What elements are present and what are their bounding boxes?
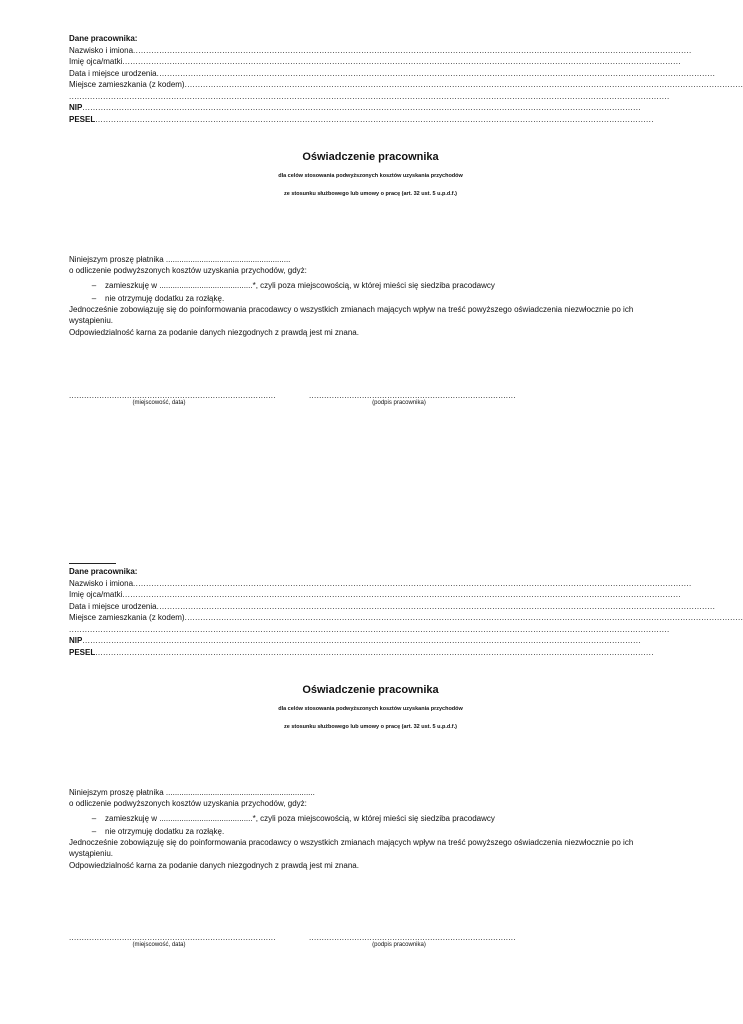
field-nip: NIP ..................................................................................................................................................................................................................... bbox=[69, 103, 641, 112]
place-date-caption: (miejscowość, data) bbox=[132, 942, 186, 948]
request-line: Niniejszym proszę płatnika ................................................................... bbox=[69, 788, 315, 797]
statement-body bbox=[69, 787, 672, 871]
dash-icon: – bbox=[91, 813, 97, 823]
deduction-line: o odliczenie podwyższonych kosztów uzyskania przychodów, gdyż: bbox=[69, 266, 307, 276]
employee-data-section bbox=[69, 566, 743, 658]
statement-subtitle-2: ze stosunku służbowego lub umowy o pracę (art. 32 ust. 5 u.p.d.f.) bbox=[284, 191, 457, 197]
field-name: Nazwisko i imiona ..................................................................................................................................................................................................................... bbox=[69, 578, 692, 588]
signature-caption: (podpis pracownika) bbox=[372, 942, 426, 948]
obligation-paragraph: Jednocześnie zobowiązuję się do poinformowania pracodawcy o wszystkich zmianach mających wpływ na treść powyższego oświadczenia niezwłocznie po ich wystąpieniu. bbox=[69, 305, 634, 326]
field-pesel: PESEL ..................................................................................................................................................................................................................... bbox=[69, 114, 654, 124]
statement-form-2 bbox=[69, 566, 743, 948]
place-date-signature-field: .................................................................................. (miejscowość, data) bbox=[69, 391, 276, 406]
statement-subtitle-1: dla celów stosowania podwyższonych kosztów uzyskania przychodów bbox=[278, 706, 463, 712]
deduction-line: o odliczenie podwyższonych kosztów uzyskania przychodów, gdyż: bbox=[69, 799, 307, 809]
statement-title: Oświadczenie pracownika bbox=[302, 151, 439, 163]
field-pesel: PESEL ..................................................................................................................................................................................................................... bbox=[69, 647, 654, 657]
field-birth: Data i miejsce urodzenia ..................................................................................................................................................................................................................... bbox=[69, 68, 716, 78]
field-address-continued: ..................................................................................................................................................................................................................................... bbox=[69, 91, 670, 101]
obligation-paragraph: Jednocześnie zobowiązuję się do poinformowania pracodawcy o wszystkich zmianach mających wpływ na treść powyższego oświadczenia niezwłocznie po ich wystąpieniu. bbox=[69, 838, 634, 859]
place-date-signature-field: .................................................................................. (miejscowość, data) bbox=[69, 933, 276, 948]
statement-form-1 bbox=[69, 33, 743, 406]
liability-paragraph: Odpowiedzialność karna za podanie danych niezgodnych z prawdą jest mi znana. bbox=[69, 860, 359, 870]
employee-data-header: Dane pracownika: bbox=[69, 567, 138, 576]
list-item: – zamieszkuję w ..........................................*, czyli poza miejscowością, w której mieści się siedziba pracodawcy bbox=[69, 813, 672, 824]
field-name: Nazwisko i imiona ..................................................................................................................................................................................................................... bbox=[69, 45, 692, 55]
employee-signature-field: .................................................................................. (podpis pracownika) bbox=[309, 391, 516, 406]
dash-icon: – bbox=[91, 293, 97, 303]
dash-icon: – bbox=[91, 826, 97, 836]
liability-paragraph: Odpowiedzialność karna za podanie danych niezgodnych z prawdą jest mi znana. bbox=[69, 327, 359, 337]
field-address: Miejsce zamieszkania (z kodem) ..................................................................................................................................................................................................................... bbox=[69, 80, 743, 89]
request-line: Niniejszym proszę płatnika ........................................................ bbox=[69, 255, 291, 264]
field-address-continued: ..................................................................................................................................................................................................................................... bbox=[69, 624, 670, 634]
separator-line bbox=[69, 563, 116, 564]
list-item: – nie otrzymuję dodatku za rozłąkę. bbox=[69, 293, 672, 304]
dash-icon: – bbox=[91, 280, 97, 290]
statement-subtitle-2: ze stosunku służbowego lub umowy o pracę (art. 32 ust. 5 u.p.d.f.) bbox=[284, 724, 457, 730]
employee-signature-field: .................................................................................. (podpis pracownika) bbox=[309, 933, 516, 948]
employee-data-header: Dane pracownika: bbox=[69, 34, 138, 43]
statement-title: Oświadczenie pracownika bbox=[302, 684, 439, 696]
field-parent-name: Imię ojca/matki ..................................................................................................................................................................................................................... bbox=[69, 57, 681, 66]
field-birth: Data i miejsce urodzenia ..................................................................................................................................................................................................................... bbox=[69, 601, 716, 611]
field-parent-name: Imię ojca/matki ..................................................................................................................................................................................................................... bbox=[69, 590, 681, 599]
signature-caption: (podpis pracownika) bbox=[372, 400, 426, 406]
statement-subtitle-1: dla celów stosowania podwyższonych kosztów uzyskania przychodów bbox=[278, 173, 463, 179]
field-address: Miejsce zamieszkania (z kodem) ..................................................................................................................................................................................................................... bbox=[69, 613, 743, 622]
list-item: – zamieszkuję w ..........................................*, czyli poza miejscowością, w której mieści się siedziba pracodawcy bbox=[69, 280, 672, 291]
list-item: – nie otrzymuję dodatku za rozłąkę. bbox=[69, 826, 672, 837]
statement-body bbox=[69, 254, 672, 338]
place-date-caption: (miejscowość, data) bbox=[132, 400, 186, 406]
field-nip: NIP ..................................................................................................................................................................................................................... bbox=[69, 636, 641, 645]
employee-data-section bbox=[69, 33, 743, 125]
